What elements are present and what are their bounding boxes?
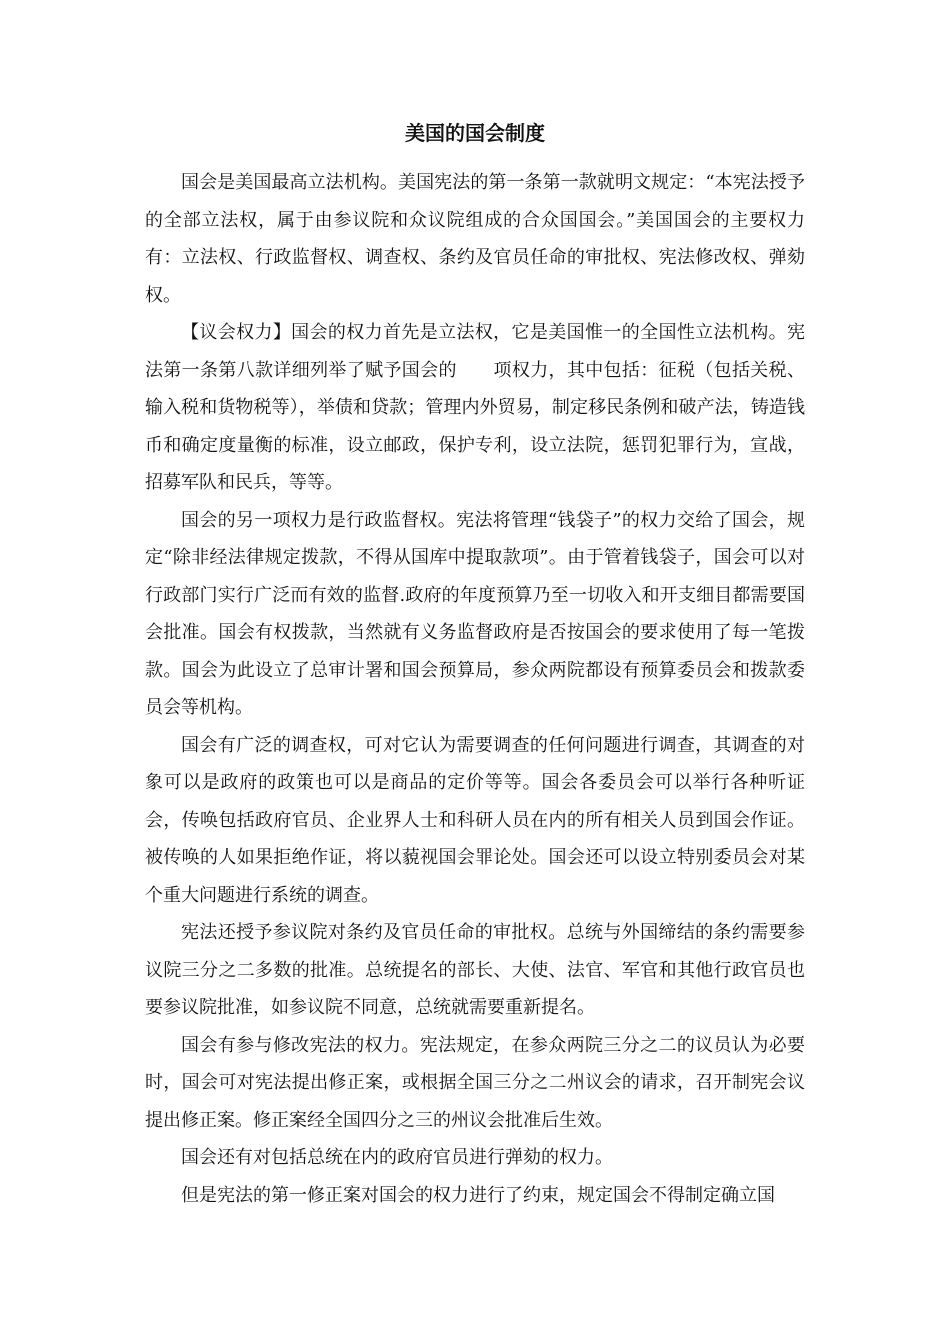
paragraph-impeachment-power: 国会还有对包括总统在内的政府官员进行弹劾的权力。 [181, 1147, 613, 1168]
paragraph-legislative-power: 【议会权力】国会的权力首先是立法权，它是美国惟一的全国性立法机构。宪法第一条第八款详细列举了赋予国会的 项权力，其中包括：征税（包括关税、输入税和货物税等），举债和贷款；管理内外贸易，制定移民条例和破产法，铸造钱币和确定度量衡的标准，设立邮政，保护专利，设立法院，惩罚犯罪行为，宣战，招募军队和民兵，等等。 [145, 322, 805, 493]
page-title: 美国的国会制度 [405, 121, 545, 145]
paragraph-first-amendment: 但是宪法的第一修正案对国会的权力进行了约束，规定国会不得制定确立国 [181, 1184, 775, 1206]
paragraph-oversight-power: 国会的另一项权力是行政监督权。宪法将管理“钱袋子”的权力交给了国会，规定“除非经法律规定拨款，不得从国库中提取款项”。由于管着钱袋子，国会可以对行政部门实行广泛而有效的监督.政府的年度预算乃至一切收入和开支细目都需要国会批准。国会有权拨款，当然就有义务监督政府是否按国会的要求使用了每一笔拨款。国会为此设立了总审计署和国会预算局，参众两院都设有预算委员会和拨款委员会等机构。 [145, 509, 805, 718]
paragraph-overview: 国会是美国最高立法机构。美国宪法的第一条第一款就明文规定：“本宪法授予的全部立法权，属于由参议院和众议院组成的合众国国会。”美国国会的主要权力有：立法权、行政监督权、调查权、条约及官员任命的审批权、宪法修改权、弹劾权。 [145, 172, 805, 306]
paragraph-investigation-power: 国会有广泛的调查权，可对它认为需要调查的任何问题进行调查，其调查的对象可以是政府的政策也可以是商品的定价等等。国会各委员会可以举行各种听证会，传唤包括政府官员、企业界人士和科研人员在内的所有相关人员到国会作证。被传唤的人如果拒绝作证，将以藐视国会罪论处。国会还可以设立特别委员会对某个重大问题进行系统的调查。 [145, 734, 805, 906]
paragraph-amendment-power: 国会有参与修改宪法的权力。宪法规定，在参众两院三分之二的议员认为必要时，国会可对宪法提出修正案，或根据全国三分之二州议会的请求，召开制宪会议提出修正案。修正案经全国四分之三的州议会批准后生效。 [145, 1034, 805, 1131]
document-body [145, 164, 805, 1214]
paragraph-approval-power: 宪法还授予参议院对条约及官员任命的审批权。总统与外国缔结的条约需要参议院三分之二多数的批准。总统提名的部长、大使、法官、军官和其他行政官员也要参议院批准，如参议院不同意，总统就需要重新提名。 [145, 922, 805, 1018]
